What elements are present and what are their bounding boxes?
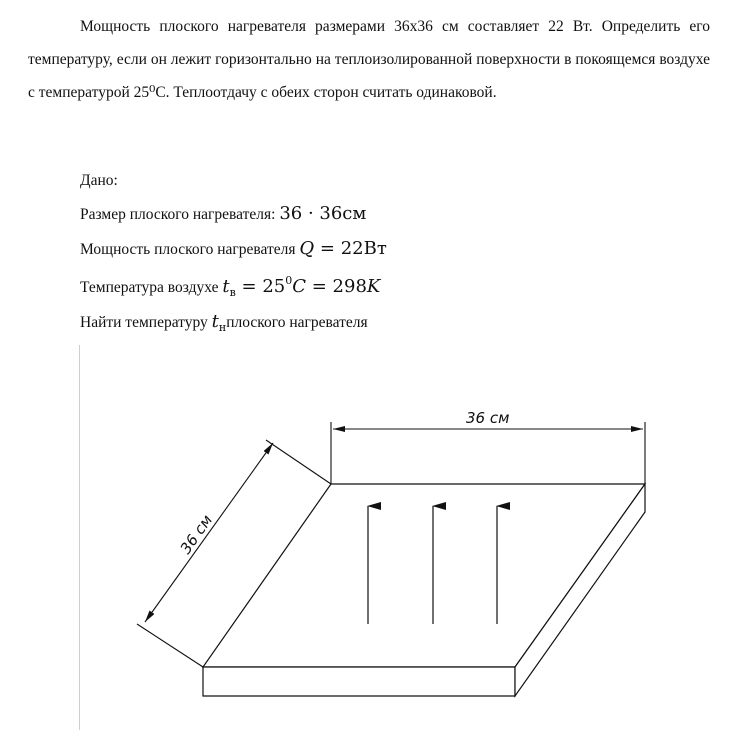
dim-left-extension-top [266,440,331,484]
size-label: Размер плоского нагревателя: [80,206,280,223]
problem-statement: Мощность плоского нагревателя размерами 36х36 см составляет 22 Вт. Определить его температуру, если он лежит горизонтально на теплоизолированной поверхности в покоящемся воздухе с температурой 25⁰С. Теплоотдачу с обеих сторон считать одинаковой. [28,18,710,101]
temperature-unit-k: K [366,276,381,297]
find-rest: плоского нагревателя [226,314,368,331]
power-symbol: Q [299,238,315,259]
temperature-subscript: в [229,286,236,299]
temperature-unit-c: C [292,276,307,297]
plate-front-face [203,667,515,696]
plate-top-face [203,484,645,667]
power-label: Мощность плоского нагревателя [80,241,300,258]
temperature-superscript: 0 [285,274,293,287]
find-symbol-t: t [211,311,219,332]
dim-top-label: 36 см [466,409,510,427]
dim-left-extension-bottom [137,624,203,667]
dimension-top [331,422,645,484]
dim-left-label: 36 см [176,511,217,558]
heater-plate [203,484,645,696]
temperature-value-a: = 25 [235,276,286,297]
temperature-symbol-t: t [222,276,230,297]
temperature-value-b: = 298 [306,276,367,297]
given-heading: Дано: [80,172,118,189]
temperature-label: Температура воздухе [80,279,223,296]
power-value: = 22Вт [314,238,387,259]
size-value: 36 · 36см [279,203,367,224]
find-label: Найти температуру [80,314,212,331]
find-subscript: н [218,321,227,334]
